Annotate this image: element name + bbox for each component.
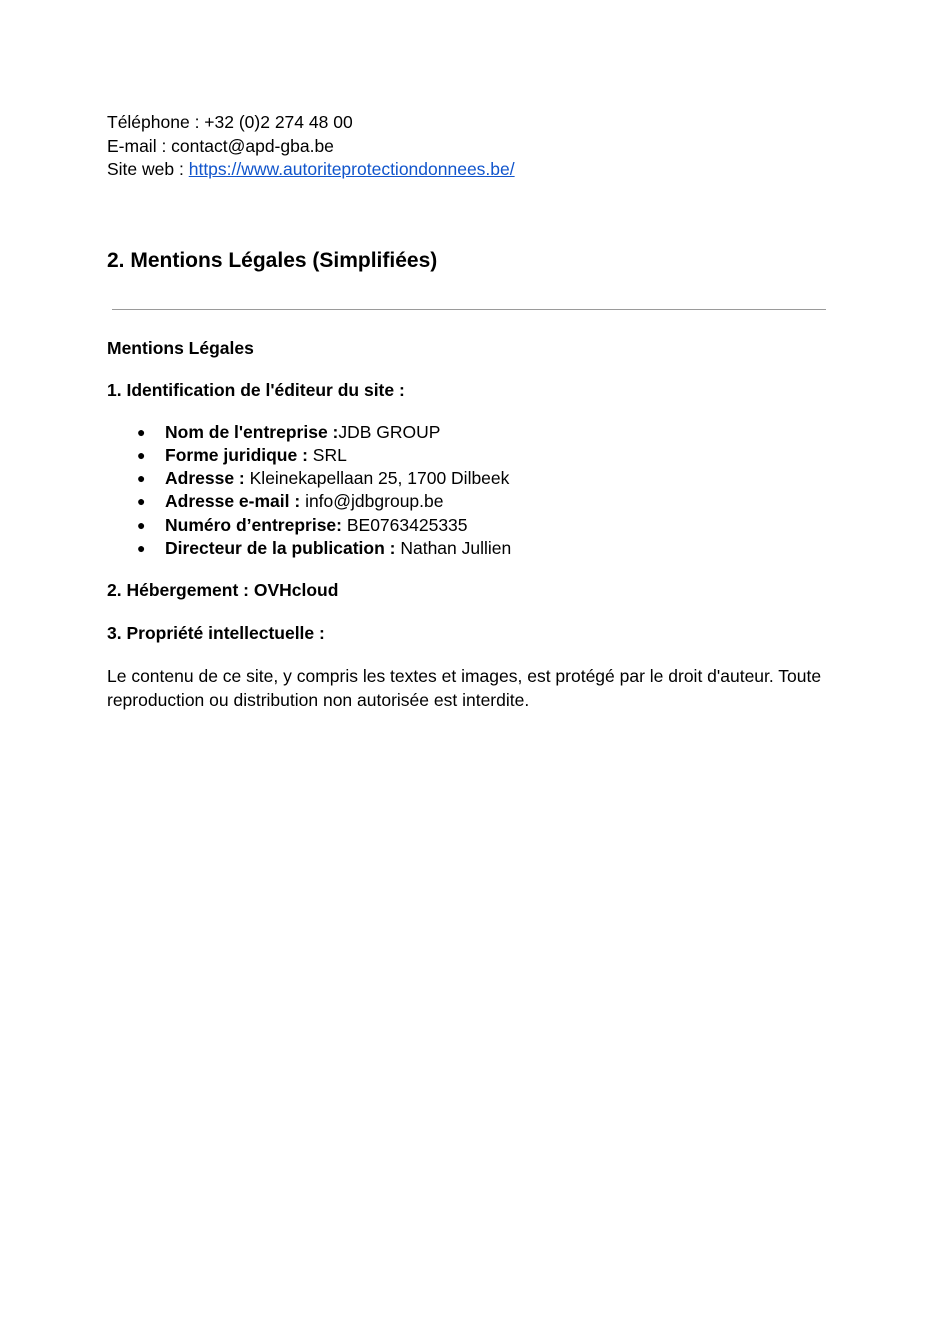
item-value: Kleinekapellaan 25, 1700 Dilbeek xyxy=(244,468,510,489)
legal-heading: Mentions Légales xyxy=(107,337,254,358)
item-key: Nom de l'entreprise : xyxy=(165,421,339,442)
horizontal-divider xyxy=(112,309,826,310)
list-item-company-name xyxy=(107,421,829,444)
website-link[interactable]: https://www.autoriteprotectiondonnees.be/ xyxy=(188,159,515,179)
website-label: Site web : xyxy=(107,159,189,179)
item-key: Numéro d’entreprise: xyxy=(165,514,342,535)
paragraph-line-1: Le contenu de ce site, y compris les textes et images, est protégé par le droit d'auteur. Toute xyxy=(107,666,822,687)
bullet-icon: ● xyxy=(137,493,146,510)
item-value: Nathan Jullien xyxy=(395,537,512,558)
list-item-company-number xyxy=(107,514,829,537)
intellectual-property-paragraph xyxy=(107,664,831,712)
item-value: SRL xyxy=(307,444,347,465)
item-value: BE0763425335 xyxy=(341,514,468,535)
intellectual-property-heading: 3. Propriété intellectuelle : xyxy=(107,622,325,643)
bullet-icon: ● xyxy=(137,516,146,533)
item-key: Adresse : xyxy=(165,468,245,489)
section-title: 2. Mentions Légales (Simplifiées) xyxy=(107,248,438,272)
email-line: E-mail : contact@apd-gba.be xyxy=(107,135,334,156)
bullet-icon: ● xyxy=(137,539,146,556)
bullet-icon: ● xyxy=(137,423,146,440)
list-item-legal-form xyxy=(107,444,829,467)
list-item-email xyxy=(107,490,829,513)
website-line xyxy=(107,158,829,182)
item-key: Adresse e-mail : xyxy=(165,491,301,512)
item-value: JDB GROUP xyxy=(338,421,441,442)
item-key: Forme juridique : xyxy=(165,444,308,465)
list-item-publication-director xyxy=(107,537,829,560)
item-value: info@jdbgroup.be xyxy=(300,491,444,512)
bullet-icon: ● xyxy=(137,446,146,463)
identification-heading: 1. Identification de l'éditeur du site : xyxy=(107,380,405,400)
paragraph-line-2: reproduction ou distribution non autorisée est interdite. xyxy=(107,690,530,711)
hosting-heading: 2. Hébergement : OVHcloud xyxy=(107,580,339,601)
item-key: Directeur de la publication : xyxy=(165,537,396,558)
bullet-icon: ● xyxy=(137,470,146,487)
list-item-address xyxy=(107,467,829,490)
publisher-details-list xyxy=(107,421,829,561)
document-page xyxy=(107,111,829,712)
phone-line: Téléphone : +32 (0)2 274 48 00 xyxy=(107,112,353,132)
